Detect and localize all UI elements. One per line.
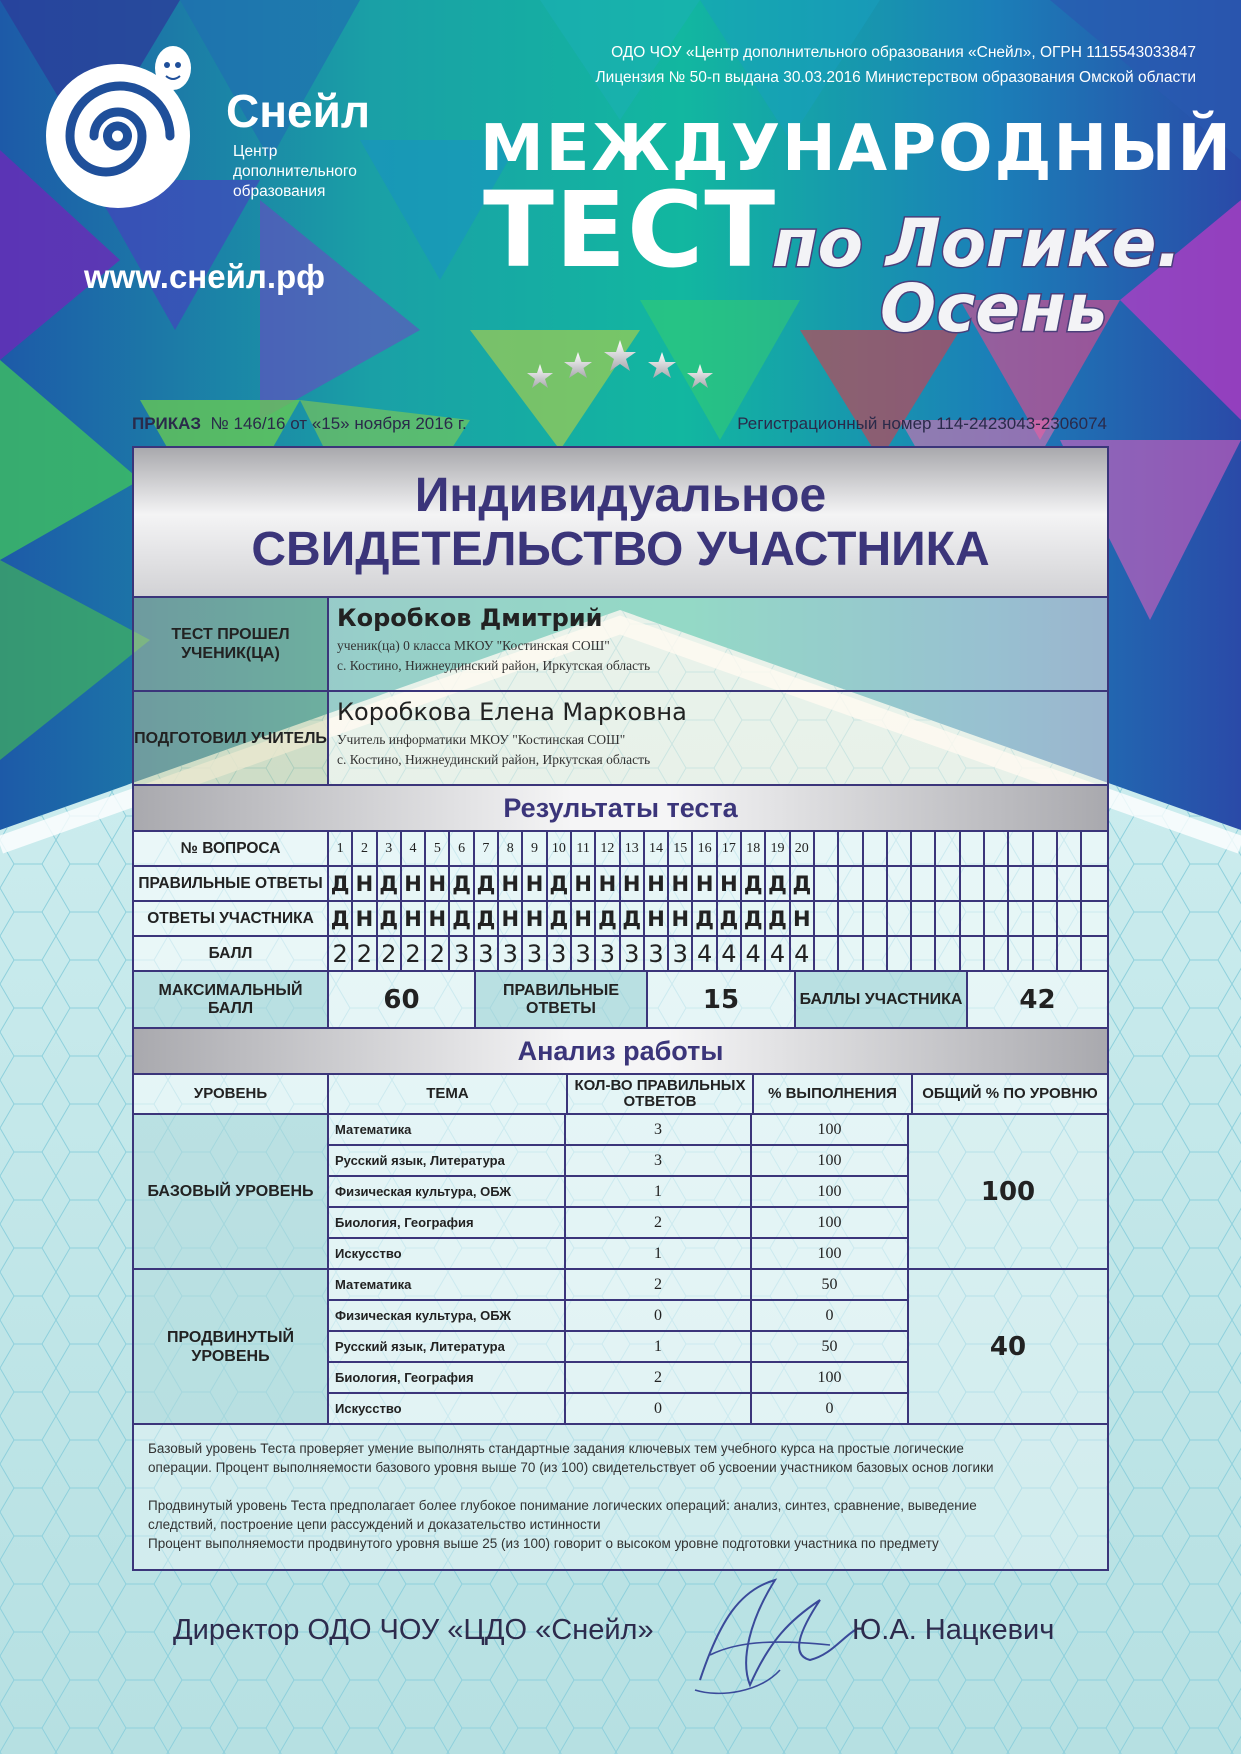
table-row [329, 1363, 907, 1394]
percent-cell: 100 [817, 1368, 842, 1386]
student-label: ТЕСТ ПРОШЕЛ УЧЕНИК(ЦА) [134, 598, 329, 690]
empty-cell [1034, 937, 1058, 970]
topic-cell: Искусство [329, 1239, 566, 1268]
percent-cell: 0 [825, 1306, 834, 1324]
question-number-cell: 15 [669, 832, 693, 865]
participant-answer-cell: Н [572, 902, 596, 935]
participant-answer-cell: Д [766, 902, 790, 935]
scores [329, 937, 1107, 970]
correct-answer-cell: Н [572, 867, 596, 900]
correct-answer-cell: Д [329, 867, 353, 900]
empty-cell [815, 937, 839, 970]
stars-decoration [522, 340, 718, 398]
correct-answer-cell: Н [693, 867, 717, 900]
empty-cell [888, 867, 912, 900]
empty-cell [985, 832, 1009, 865]
question-number-cell: 20 [791, 832, 815, 865]
empty-cell [1058, 832, 1082, 865]
student-row [134, 598, 1107, 692]
participant-answer-cell: Д [693, 902, 717, 935]
basic-level-name: БАЗОВЫЙ УРОВЕНЬ [134, 1115, 329, 1268]
question-number-cell: 11 [572, 832, 596, 865]
teacher-row [134, 692, 1107, 786]
advanced-level-rows [329, 1270, 909, 1423]
correct-answer-cell: Н [426, 867, 450, 900]
question-number-cell: 9 [523, 832, 547, 865]
participant-answer-cell: Д [475, 902, 499, 935]
correct-answer-cell: Д [378, 867, 402, 900]
empty-cell [936, 902, 960, 935]
correct-answer-cell: Н [402, 867, 426, 900]
topic-cell: Физическая культура, ОБЖ [329, 1177, 566, 1206]
percent-cell: 100 [817, 1213, 842, 1231]
topic-cell: Математика [329, 1115, 566, 1144]
website-link[interactable]: www.снейл.рф [84, 258, 326, 295]
certificate-heading [134, 448, 1107, 598]
table-row [329, 1394, 907, 1423]
percent-cell: 100 [817, 1182, 842, 1200]
empty-cell [1034, 902, 1058, 935]
correct-count-value: 15 [648, 972, 796, 1027]
score-cell: 3 [596, 937, 620, 970]
correct-count-cell: 2 [566, 1270, 752, 1299]
max-score-value: 60 [329, 972, 476, 1027]
percent-cell: 50 [821, 1275, 838, 1293]
signature-title: Директор ОДО ЧОУ «ЦДО «Снейл» [173, 1614, 654, 1646]
header-correct-count: КОЛ-ВО ПРАВИЛЬНЫХ ОТВЕТОВ [568, 1075, 754, 1113]
question-number-cell: 10 [548, 832, 572, 865]
correct-count-cell: 3 [566, 1146, 752, 1175]
basic-level-total: 100 [909, 1115, 1107, 1268]
title-test: ТЕСТ [483, 169, 777, 291]
participant-answer-cell: Н [523, 902, 547, 935]
basic-level-rows [329, 1115, 909, 1268]
heading-individual: Индивидуальное [414, 469, 827, 522]
question-numbers-row [134, 832, 1107, 867]
participant-answer-cell: Н [353, 902, 377, 935]
empty-cell [864, 832, 888, 865]
participant-answer-cell: Н [499, 902, 523, 935]
participant-answer-cell: Д [596, 902, 620, 935]
score-cell: 3 [475, 937, 499, 970]
empty-cell [912, 937, 936, 970]
empty-cell [839, 902, 863, 935]
star-icon [604, 340, 636, 371]
table-row [329, 1208, 907, 1239]
correct-answer-cell: Н [645, 867, 669, 900]
score-cell: 4 [791, 937, 815, 970]
correct-count-cell: 1 [566, 1177, 752, 1206]
empty-cell [1009, 867, 1033, 900]
star-icon [648, 352, 676, 378]
empty-cell [1034, 867, 1058, 900]
correct-answer-cell: Д [742, 867, 766, 900]
analysis-title: Анализ работы [134, 1029, 1107, 1075]
empty-cell [961, 937, 985, 970]
participant-answer-cell: Н [402, 902, 426, 935]
participant-answer-cell: Д [718, 902, 742, 935]
topic-cell: Искусство [329, 1394, 566, 1423]
participant-points-value: 42 [968, 972, 1107, 1027]
score-cell: 4 [742, 937, 766, 970]
correct-answer-cell: Н [353, 867, 377, 900]
percent-cell: 0 [825, 1399, 834, 1417]
topic-cell: Физическая культура, ОБЖ [329, 1301, 566, 1330]
score-cell: 3 [499, 937, 523, 970]
question-number-cell: 2 [353, 832, 377, 865]
participant-answers [329, 902, 1107, 935]
empty-cell [864, 937, 888, 970]
topic-cell: Русский язык, Литература [329, 1146, 566, 1175]
heading-certificate: СВИДЕТЕЛЬСТВО УЧАСТНИКА [251, 523, 990, 576]
score-cell: 3 [621, 937, 645, 970]
correct-answer-cell: Н [523, 867, 547, 900]
star-icon [527, 364, 553, 388]
empty-cell [864, 902, 888, 935]
empty-cell [815, 832, 839, 865]
score-cell: 2 [329, 937, 353, 970]
empty-cell [1082, 867, 1106, 900]
correct-answer-cell: Д [791, 867, 815, 900]
empty-cell [888, 832, 912, 865]
student-location: с. Костино, Нижнеудинский район, Иркутская область [337, 658, 651, 673]
level-notes [134, 1425, 1107, 1569]
note-advanced-line2: следствий, построение цепи рассуждений и доказательство истинности [148, 1517, 601, 1532]
participant-answer-cell: Д [329, 902, 353, 935]
student-name: Коробков Дмитрий [337, 604, 603, 632]
correct-answer-cell: Д [450, 867, 474, 900]
question-numbers [329, 832, 1107, 865]
student-school: ученик(ца) 0 класса МКОУ "Костинская СОШ" [337, 638, 610, 653]
note-advanced-line1: Продвинутый уровень Теста предполагает более глубокое понимание логических операций: анализ, синтез, сравнение, выведение [148, 1498, 977, 1513]
table-row [329, 1270, 907, 1301]
question-number-cell: 5 [426, 832, 450, 865]
advanced-level-total: 40 [909, 1270, 1107, 1423]
brand-name: Снейл [226, 85, 371, 137]
correct-answers-label: ПРАВИЛЬНЫЕ ОТВЕТЫ [134, 867, 329, 900]
correct-answers-row [134, 867, 1107, 902]
student-info [329, 598, 1107, 690]
correct-count-cell: 2 [566, 1208, 752, 1237]
percent-cell: 100 [817, 1151, 842, 1169]
empty-cell [961, 832, 985, 865]
empty-cell [1058, 867, 1082, 900]
question-number-cell: 3 [378, 832, 402, 865]
score-cell: 4 [718, 937, 742, 970]
org-info-line2: Лицензия № 50-п выдана 30.03.2016 Министерством образования Омской области [595, 69, 1196, 86]
basic-level-block [134, 1115, 1107, 1270]
percent-cell: 100 [817, 1120, 842, 1138]
table-row [329, 1332, 907, 1363]
note-advanced-line3: Процент выполняемости продвинутого уровня выше 25 (из 100) говорит о высоком уровне подготовки участника по предмету [148, 1536, 939, 1551]
empty-cell [888, 937, 912, 970]
participant-answer-cell: Н [645, 902, 669, 935]
participant-answer-cell: Д [378, 902, 402, 935]
table-row [329, 1177, 907, 1208]
analysis-header-row [134, 1075, 1107, 1115]
empty-cell [912, 832, 936, 865]
header-level-total: ОБЩИЙ % ПО УРОВНЮ [913, 1075, 1107, 1113]
question-number-cell: 12 [596, 832, 620, 865]
advanced-level-name: ПРОДВИНУТЫЙ УРОВЕНЬ [134, 1270, 329, 1423]
empty-cell [1009, 937, 1033, 970]
participant-answer-cell: Д [548, 902, 572, 935]
scores-row [134, 937, 1107, 972]
question-number-cell: 19 [766, 832, 790, 865]
empty-cell [1009, 902, 1033, 935]
order-label: ПРИКАЗ [132, 414, 202, 433]
empty-cell [839, 937, 863, 970]
score-cell: 3 [450, 937, 474, 970]
certificate-table [132, 446, 1109, 1571]
order-info [132, 414, 467, 434]
participant-answer-cell: Д [621, 902, 645, 935]
question-number-cell: 14 [645, 832, 669, 865]
correct-count-label: ПРАВИЛЬНЫЕ ОТВЕТЫ [476, 972, 648, 1027]
brand-subtitle-line: Центр [233, 143, 278, 160]
empty-cell [839, 832, 863, 865]
score-cell: 3 [572, 937, 596, 970]
topic-cell: Биология, География [329, 1363, 566, 1392]
percent-cell: 100 [817, 1244, 842, 1262]
question-number-cell: 17 [718, 832, 742, 865]
participant-answer-cell: Д [742, 902, 766, 935]
empty-cell [936, 937, 960, 970]
participant-answers-row [134, 902, 1107, 937]
empty-cell [961, 867, 985, 900]
empty-cell [936, 867, 960, 900]
participant-answer-cell: Н [791, 902, 815, 935]
empty-cell [815, 902, 839, 935]
score-cell: 3 [645, 937, 669, 970]
question-number-cell: 16 [693, 832, 717, 865]
teacher-school: Учитель информатики МКОУ "Костинская СОШ" [337, 732, 626, 747]
empty-cell [936, 832, 960, 865]
teacher-label: ПОДГОТОВИЛ УЧИТЕЛЬ [134, 692, 329, 784]
title-international: МЕЖДУНАРОДНЫЙ [480, 112, 1233, 186]
note-basic-line2: операции. Процент выполняемости базового уровня выше 70 (из 100) свидетельствует об усвоении участником базовых основ логики [148, 1460, 994, 1475]
results-title: Результаты теста [134, 786, 1107, 832]
score-cell: 3 [669, 937, 693, 970]
brand-subtitle-line: дополнительного [233, 163, 357, 180]
correct-answer-cell: Н [499, 867, 523, 900]
empty-cell [985, 867, 1009, 900]
advanced-level-block [134, 1270, 1107, 1425]
correct-answer-cell: Н [621, 867, 645, 900]
correct-answer-cell: Д [548, 867, 572, 900]
registration-number: Регистрационный номер 114-2423043-2306074 [737, 414, 1107, 433]
question-number-cell: 6 [450, 832, 474, 865]
question-number-cell: 1 [329, 832, 353, 865]
empty-cell [985, 937, 1009, 970]
title-autumn: Осень [880, 270, 1108, 347]
correct-count-cell: 1 [566, 1239, 752, 1268]
participant-answer-cell: Н [669, 902, 693, 935]
empty-cell [1082, 902, 1106, 935]
handwritten-signature [680, 1560, 860, 1700]
empty-cell [912, 902, 936, 935]
empty-cell [912, 867, 936, 900]
correct-answer-cell: Н [718, 867, 742, 900]
question-numbers-label: № ВОПРОСА [134, 832, 329, 865]
correct-answer-cell: Д [475, 867, 499, 900]
score-cell: 2 [426, 937, 450, 970]
empty-cell [1009, 832, 1033, 865]
empty-cell [1034, 832, 1058, 865]
score-cell: 2 [378, 937, 402, 970]
score-cell: 2 [353, 937, 377, 970]
topic-cell: Математика [329, 1270, 566, 1299]
participant-points-label: БАЛЛЫ УЧАСТНИКА [796, 972, 968, 1027]
correct-answer-cell: Н [596, 867, 620, 900]
empty-cell [1058, 902, 1082, 935]
star-icon [687, 364, 713, 388]
note-basic-line1: Базовый уровень Теста проверяет умение выполнять стандартные задания ключевых тем учебного курса на простые логические [148, 1441, 964, 1456]
correct-count-cell: 1 [566, 1332, 752, 1361]
correct-answers [329, 867, 1107, 900]
star-icon [564, 352, 592, 378]
correct-count-cell: 3 [566, 1115, 752, 1144]
empty-cell [985, 902, 1009, 935]
signature-name: Ю.А. Нацкевич [852, 1614, 1055, 1646]
percent-cell: 50 [821, 1337, 838, 1355]
table-row [329, 1239, 907, 1268]
score-cell: 4 [693, 937, 717, 970]
empty-cell [1082, 937, 1106, 970]
question-number-cell: 8 [499, 832, 523, 865]
question-number-cell: 4 [402, 832, 426, 865]
participant-answers-label: ОТВЕТЫ УЧАСТНИКА [134, 902, 329, 935]
header-level: УРОВЕНЬ [134, 1075, 329, 1113]
question-number-cell: 18 [742, 832, 766, 865]
participant-answer-cell: Д [450, 902, 474, 935]
empty-cell [1082, 832, 1106, 865]
participant-answer-cell: Н [426, 902, 450, 935]
teacher-name: Коробкова Елена Марковна [337, 698, 687, 726]
brand-subtitle-line: образования [233, 183, 326, 200]
correct-count-cell: 0 [566, 1394, 752, 1423]
teacher-info [329, 692, 1107, 784]
max-score-label: МАКСИМАЛЬНЫЙ БАЛЛ [134, 972, 329, 1027]
table-row [329, 1301, 907, 1332]
org-info-line1: ОДО ЧОУ «Центр дополнительного образования «Снейл», ОГРН 1115543033847 [611, 44, 1196, 61]
empty-cell [1058, 937, 1082, 970]
score-cell: 2 [402, 937, 426, 970]
empty-cell [864, 867, 888, 900]
correct-answer-cell: Н [669, 867, 693, 900]
score-cell: 4 [766, 937, 790, 970]
results-summary [134, 972, 1107, 1029]
scores-label: БАЛЛ [134, 937, 329, 970]
score-cell: 3 [523, 937, 547, 970]
header-topic: ТЕМА [329, 1075, 568, 1113]
empty-cell [888, 902, 912, 935]
snail-logo-icon [40, 38, 200, 208]
topic-cell: Биология, География [329, 1208, 566, 1237]
table-row [329, 1115, 907, 1146]
empty-cell [839, 867, 863, 900]
topic-cell: Русский язык, Литература [329, 1332, 566, 1361]
order-number: № 146/16 от «15» ноября 2016 г. [210, 414, 467, 433]
question-number-cell: 13 [621, 832, 645, 865]
empty-cell [815, 867, 839, 900]
correct-answer-cell: Д [766, 867, 790, 900]
empty-cell [961, 902, 985, 935]
correct-count-cell: 0 [566, 1301, 752, 1330]
question-number-cell: 7 [475, 832, 499, 865]
table-row [329, 1146, 907, 1177]
title-logic: по Логике. [772, 205, 1182, 282]
header-percent: % ВЫПОЛНЕНИЯ [754, 1075, 913, 1113]
correct-count-cell: 2 [566, 1363, 752, 1392]
teacher-location: с. Костино, Нижнеудинский район, Иркутская область [337, 752, 651, 767]
score-cell: 3 [548, 937, 572, 970]
